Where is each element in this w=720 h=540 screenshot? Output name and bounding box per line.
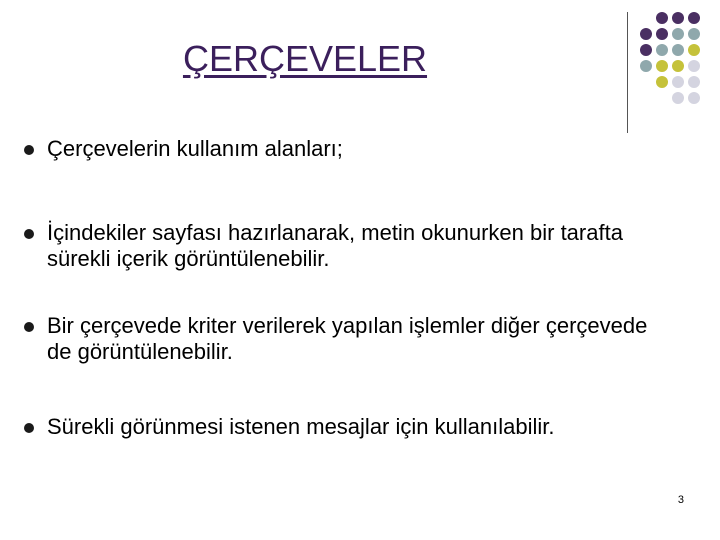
bullet-icon [24, 145, 34, 155]
bullet-item [24, 136, 667, 162]
page-number: 3 [677, 494, 684, 506]
bullet-text: İçindekiler sayfası hazırlanarak, metin okunurken bir tarafta sürekli içerik görüntülenebilir. [47, 220, 623, 271]
bullet-item [24, 414, 667, 440]
decorative-dot [640, 28, 652, 40]
decorative-divider-line [627, 12, 628, 133]
decorative-dot [640, 76, 652, 88]
slide-title: ÇERÇEVELER [182, 38, 428, 79]
bullet-icon [24, 322, 34, 332]
bullet-icon [24, 229, 34, 239]
decorative-dot [688, 44, 700, 56]
bullet-item [24, 313, 667, 365]
decorative-dot-grid [638, 10, 702, 106]
bullet-item [24, 220, 667, 272]
decorative-dot [688, 92, 700, 104]
decorative-dot [672, 44, 684, 56]
decorative-dot [640, 44, 652, 56]
decorative-dot [672, 76, 684, 88]
bullet-icon [24, 423, 34, 433]
decorative-dot [656, 76, 668, 88]
bullet-text: Sürekli görünmesi istenen mesajlar için kullanılabilir. [47, 414, 555, 439]
decorative-dot [656, 28, 668, 40]
decorative-dot [672, 12, 684, 24]
decorative-dot [672, 28, 684, 40]
decorative-dot [688, 28, 700, 40]
decorative-dot [640, 92, 652, 104]
decorative-dot [656, 60, 668, 72]
decorative-dot [688, 12, 700, 24]
bullet-text: Çerçevelerin kullanım alanları; [47, 136, 343, 161]
decorative-dot [672, 60, 684, 72]
decorative-dot [656, 92, 668, 104]
decorative-dot [656, 44, 668, 56]
decorative-dot [688, 76, 700, 88]
decorative-dot [656, 12, 668, 24]
decorative-dot [688, 60, 700, 72]
bullet-text: Bir çerçevede kriter verilerek yapılan işlemler diğer çerçevede de görüntülenebilir. [47, 313, 648, 364]
decorative-dot [672, 92, 684, 104]
decorative-dot [640, 60, 652, 72]
decorative-dot [640, 12, 652, 24]
